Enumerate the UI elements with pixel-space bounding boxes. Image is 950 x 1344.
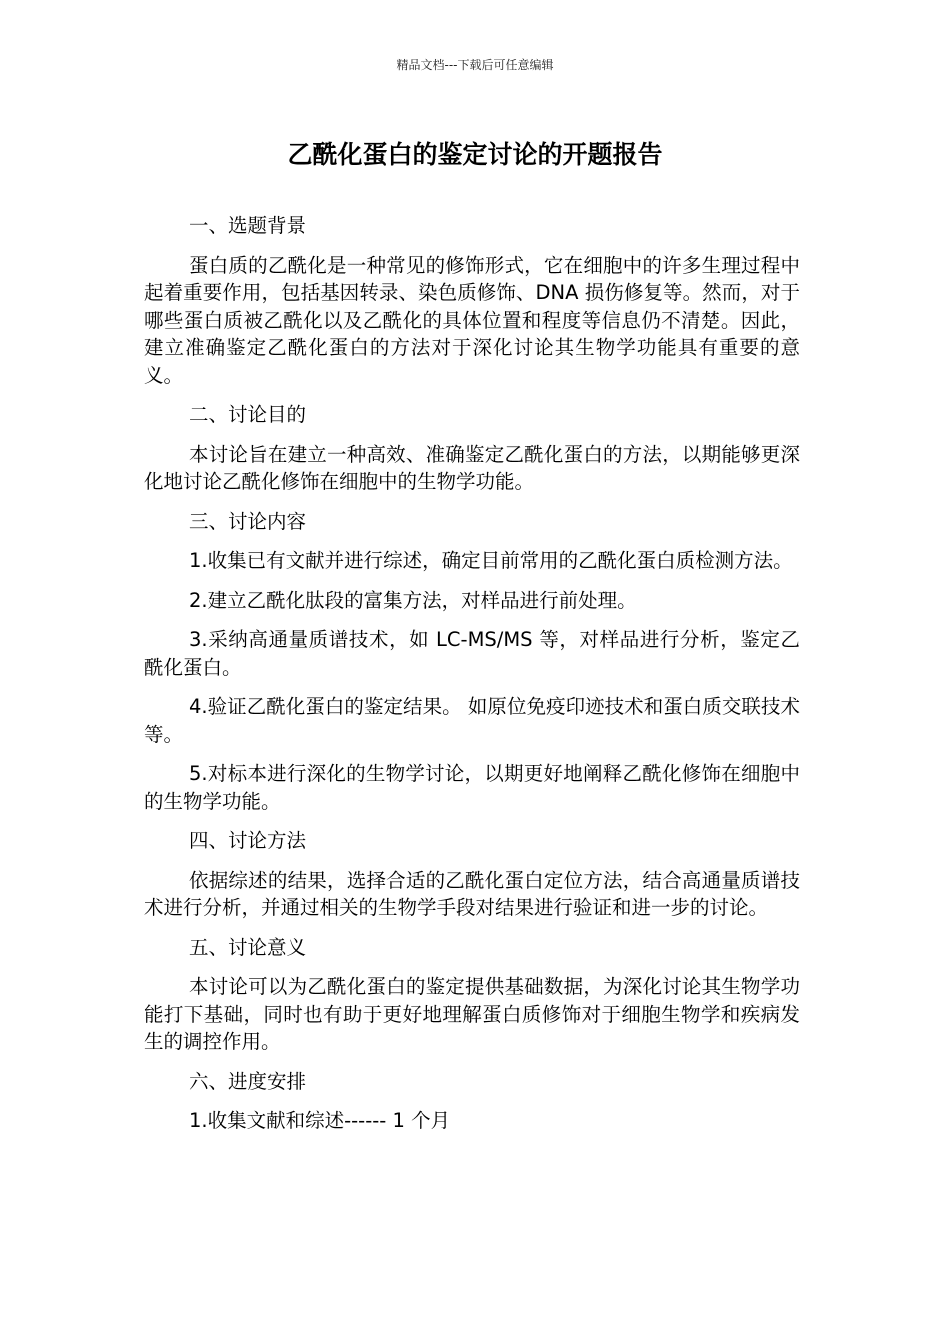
section-heading-purpose: 二、讨论目的: [189, 403, 307, 426]
paragraph-background: 蛋白质的乙酰化是一种常见的修饰形式，它在细胞中的许多生理过程中起着重要作用，包括基因转录、染色质修饰、DNA 损伤修复等。然而，对于哪些蛋白质被乙酰化以及乙酰化的具体位置和程度等信息仍不清楚。因此，建立准确鉴定乙酰化蛋白的方法对于深化讨论其生物学功能具有重要的意义。: [144, 253, 800, 387]
header-note: 精品文档---下载后可任意编辑: [396, 58, 554, 72]
paragraph-purpose: 本讨论旨在建立一种高效、准确鉴定乙酰化蛋白的方法，以期能够更深化地讨论乙酰化修饰在细胞中的生物学功能。: [144, 442, 800, 493]
section-heading-schedule: 六、进度安排: [189, 1069, 307, 1093]
paragraph-method: 依据综述的结果，选择合适的乙酰化蛋白定位方法，结合高通量质谱技术进行分析，并通过相关的生物学手段对结果进行验证和进一步的讨论。: [144, 868, 800, 919]
section-heading-content: 三、讨论内容: [189, 509, 307, 533]
document-body: [144, 212, 800, 1147]
list-item: 1.收集文献和综述------ 1 个月: [189, 1109, 451, 1132]
document-title: 乙酰化蛋白的鉴定讨论的开题报告: [287, 140, 663, 169]
list-item: 4.验证乙酰化蛋白的鉴定结果。 如原位免疫印迹技术和蛋白质交联技术等。: [144, 695, 800, 746]
section-heading-method: 四、讨论方法: [189, 829, 307, 852]
section-heading-background: 一、选题背景: [189, 214, 307, 237]
list-item: 1.收集已有文献并进行综述，确定目前常用的乙酰化蛋白质检测方法。: [189, 549, 793, 572]
list-item: 3.采纳高通量质谱技术，如 LC-MS/MS 等，对样品进行分析，鉴定乙酰化蛋白。: [144, 628, 800, 679]
list-item: 2.建立乙酰化肽段的富集方法，对样品进行前处理。: [189, 588, 637, 612]
list-item: 5.对标本进行深化的生物学讨论，以期更好地阐释乙酰化修饰在细胞中的生物学功能。: [144, 762, 800, 813]
section-heading-significance: 五、讨论意义: [189, 935, 307, 959]
paragraph-significance: 本讨论可以为乙酰化蛋白的鉴定提供基础数据，为深化讨论其生物学功能打下基础，同时也有助于更好地理解蛋白质修饰对于细胞生物学和疾病发生的调控作用。: [144, 975, 800, 1053]
